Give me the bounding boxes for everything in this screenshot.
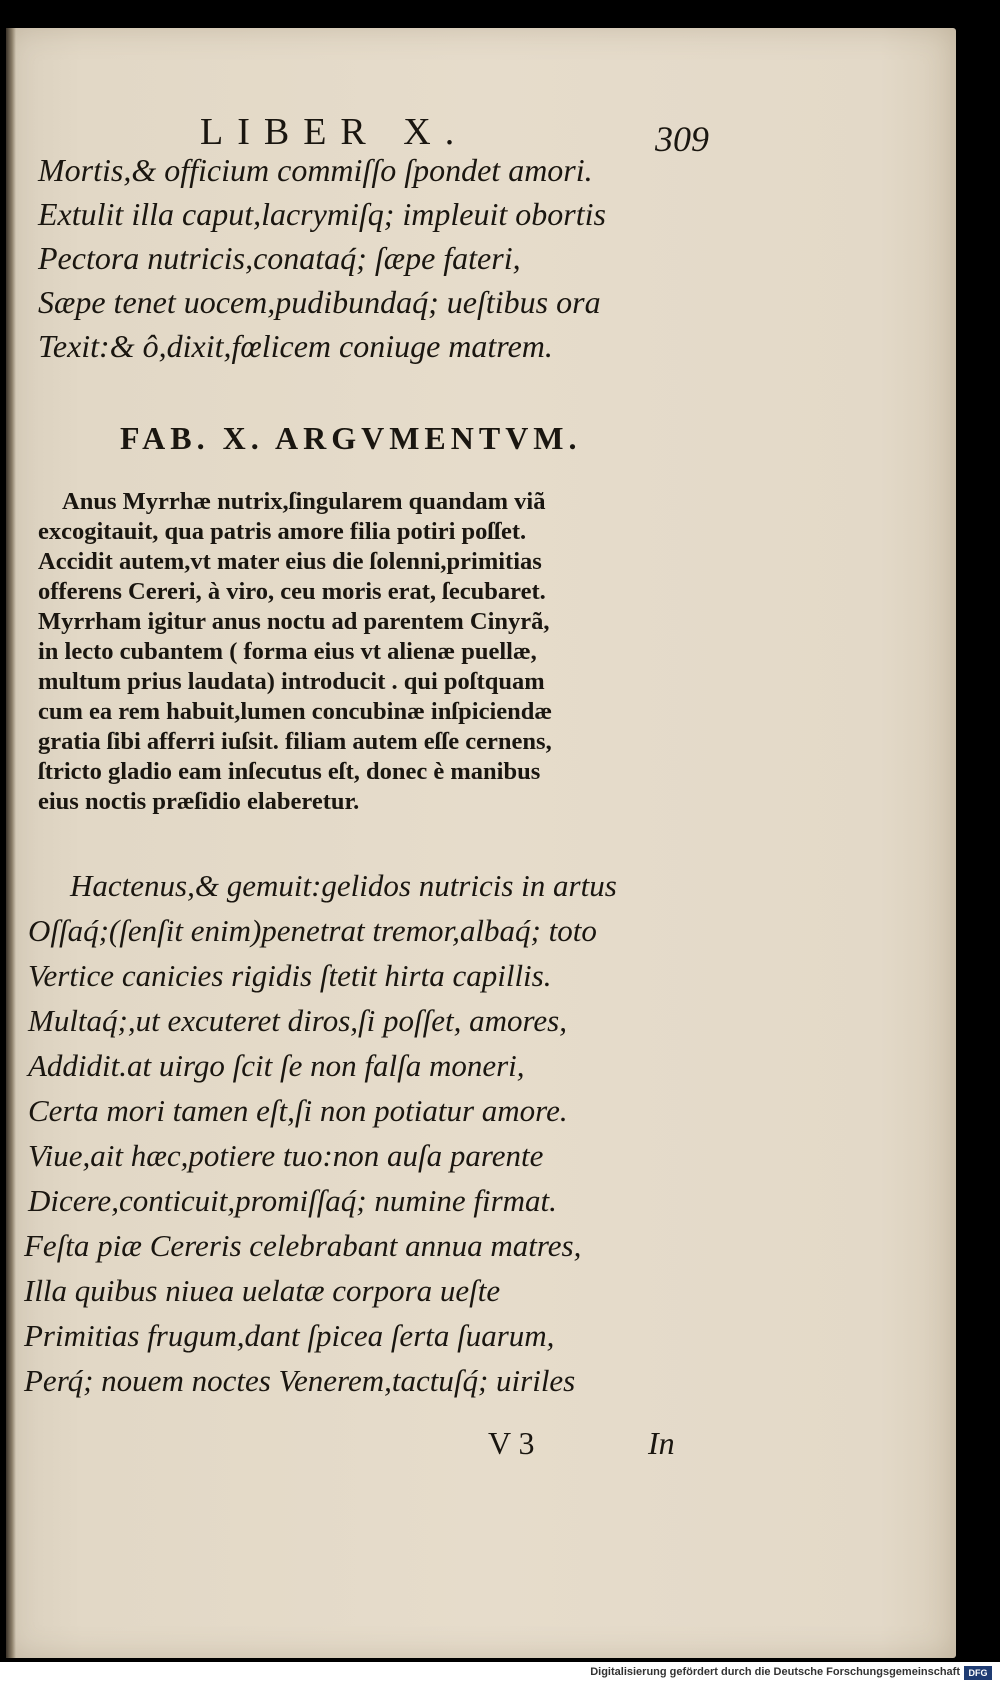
prose-line: Myrrham igitur anus noctu ad parentem Cinyrã, — [38, 608, 550, 635]
verse-line: Multaq́;,ut excuteret diros,ſi poſſet, amores, — [28, 1003, 567, 1038]
verse-line: Sæpe tenet uocem,pudibundaq́; ueſtibus ora — [38, 284, 601, 320]
prose-line: ſtricto gladio eam inſecutus eſt, donec è manibus — [38, 758, 541, 785]
section-heading: FAB. X. ARGVMENTVM. — [120, 420, 582, 456]
verse-line: Feſta piæ Cereris celebrabant annua matres, — [24, 1228, 582, 1263]
prose-line: Accidit autem,vt mater eius die ſolenni,primitias — [38, 548, 542, 575]
prose-line: eius noctis præſidio elaberetur. — [38, 788, 360, 815]
verse-line: Oſſaq́;(ſenſit enim)penetrat tremor,albaq́; toto — [28, 913, 597, 948]
dfg-logo: DFG — [964, 1666, 992, 1680]
page-number: 309 — [655, 119, 709, 159]
page-spine-edge — [6, 28, 16, 1658]
running-head: LIBER X. — [200, 111, 469, 153]
verse-line: Texit:& ô,dixit,fœlicem coniuge matrem. — [38, 328, 553, 364]
verse-line: Hactenus,& gemuit:gelidos nutricis in artus — [70, 868, 617, 903]
prose-line: excogitauit, qua patris amore filia potiri poſſet. — [38, 518, 527, 545]
prose-line: Anus Myrrhæ nutrix,ſingularem quandam viã — [62, 488, 546, 515]
verse-line: Illa quibus niuea uelatæ corpora ueſte — [24, 1273, 501, 1308]
verse-line: Pectora nutricis,conataq́; ſæpe fateri, — [38, 240, 521, 276]
verse-line: Vertice canicies rigidis ſtetit hirta capillis. — [28, 958, 552, 993]
prose-line: multum prius laudata) introducit . qui poſtquam — [38, 668, 545, 695]
signature-mark: V 3 — [488, 1425, 535, 1461]
verse-line: Extulit illa caput,lacrymiſq; impleuit obortis — [38, 196, 606, 232]
verse-line: Mortis,& officium commiſſo ſpondet amori. — [38, 152, 593, 188]
prose-line: in lecto cubantem ( forma eius vt alienæ puellæ, — [38, 638, 537, 665]
verse-line: Viue,ait hæc,potiere tuo:non auſa parente — [28, 1138, 544, 1173]
prose-line: gratia ſibi afferri iuſsit. filiam autem eſſe cernens, — [38, 728, 552, 755]
digitization-credit: Digitalisierung gefördert durch die Deutsche Forschungsgemeinschaft — [590, 1666, 960, 1678]
verse-line: Primitias frugum,dant ſpicea ſerta ſuarum, — [24, 1318, 555, 1353]
credit-strip — [0, 1662, 1000, 1687]
prose-line: cum ea rem habuit,lumen concubinæ inſpiciendæ — [38, 698, 553, 725]
verse-line: Dicere,conticuit,promiſſaq́; numine firmat. — [28, 1183, 557, 1218]
catchword: In — [648, 1425, 675, 1461]
prose-line: offerens Cereri, à viro, ceu moris erat, ſecubaret. — [38, 578, 546, 605]
verse-line: Perq́; nouem noctes Venerem,tactuſq́; uiriles — [24, 1363, 576, 1398]
verse-line: Certa mori tamen eſt,ſi non potiatur amore. — [28, 1093, 568, 1128]
verse-line: Addidit.at uirgo ſcit ſe non falſa moneri, — [28, 1048, 525, 1083]
